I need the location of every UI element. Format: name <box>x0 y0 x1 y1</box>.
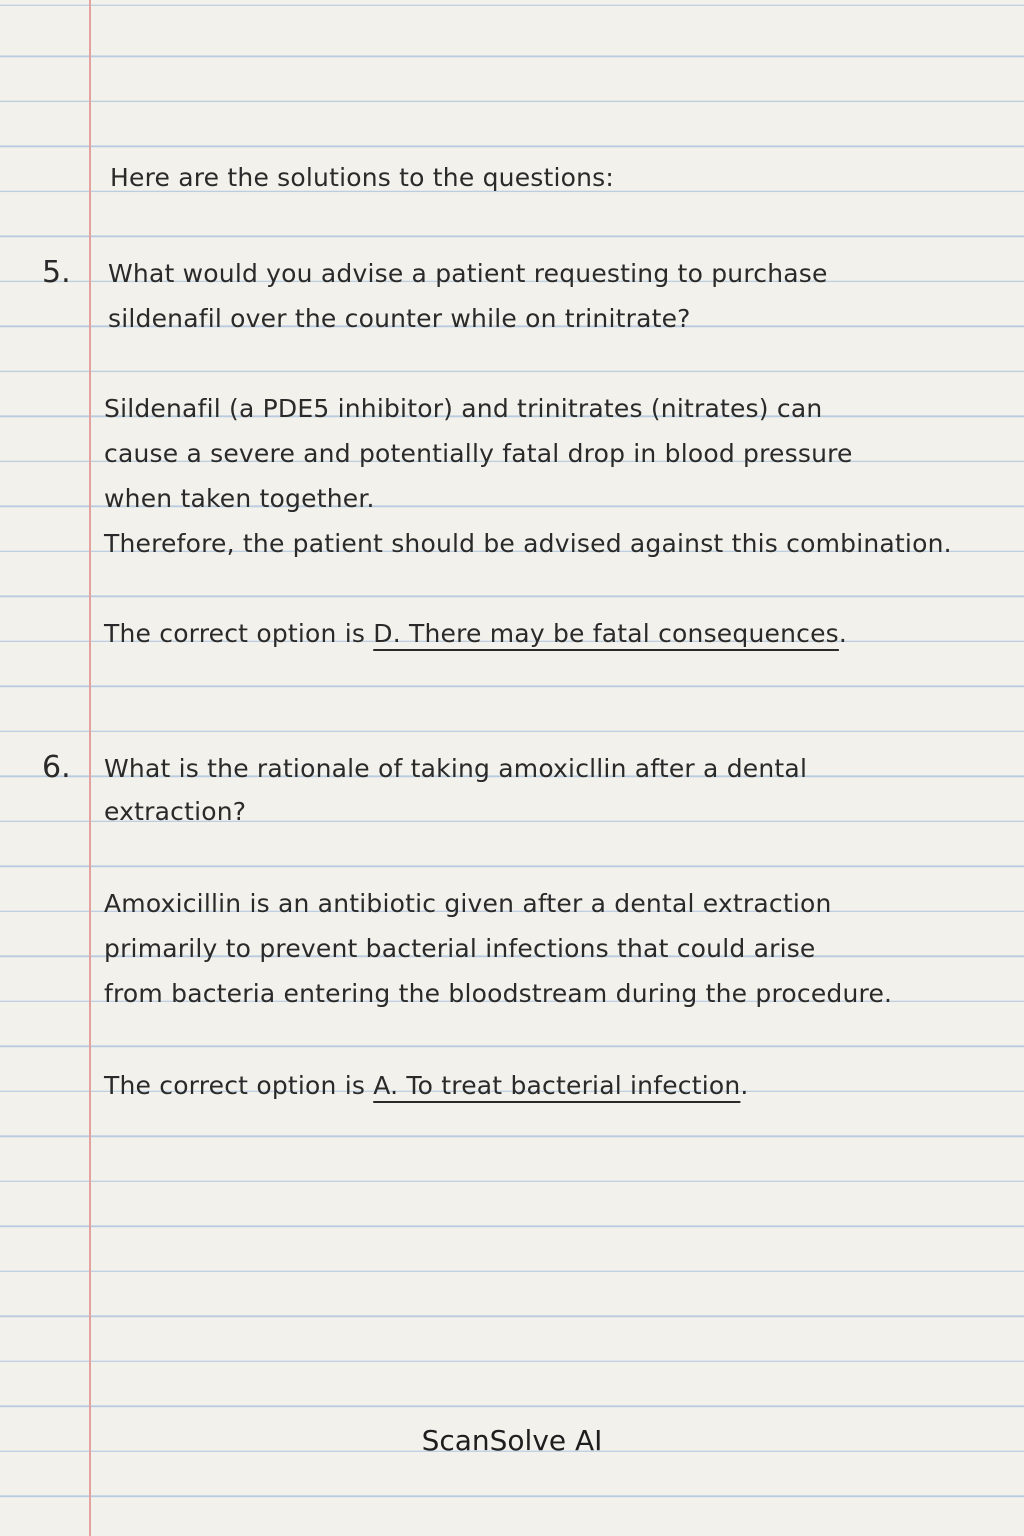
correct-option-6-answer: A. To treat bacterial infection <box>373 1071 741 1100</box>
question-6-number: 6. <box>42 750 71 785</box>
correct-option-6-period: . <box>740 1071 749 1100</box>
answer-5-line-4: Therefore, the patient should be advised against this combination. <box>104 529 952 558</box>
question-5-line-2: sildenafil over the counter while on trinitrate? <box>108 304 691 333</box>
answer-6-line-3: from bacteria entering the bloodstream during the procedure. <box>104 979 893 1008</box>
correct-option-6-prefix: The correct option is <box>104 1071 374 1100</box>
correct-option-6 <box>104 1070 749 1102</box>
correct-option-5-prefix: The correct option is <box>104 619 374 648</box>
question-6-line-1: What is the rationale of taking amoxicllin after a dental <box>104 754 808 783</box>
question-5-line-1: What would you advise a patient requesting to purchase <box>108 259 828 288</box>
intro-text: Here are the solutions to the questions: <box>110 163 615 192</box>
answer-5-line-1: Sildenafil (a PDE5 inhibitor) and trinitrates (nitrates) can <box>104 394 823 423</box>
margin-rule <box>89 0 91 1536</box>
answer-6-line-1: Amoxicillin is an antibiotic given after a dental extraction <box>104 889 832 918</box>
correct-option-5-period: . <box>838 619 848 648</box>
question-5-number: 5. <box>42 255 71 290</box>
correct-option-5 <box>104 618 847 650</box>
correct-option-5-answer: D. There may be fatal consequences <box>373 619 839 648</box>
answer-5-line-2: cause a severe and potentially fatal drop in blood pressure <box>104 439 853 468</box>
answer-6-line-2: primarily to prevent bacterial infections that could arise <box>104 934 816 963</box>
footer-signature: ScanSolve AI <box>421 1424 603 1457</box>
answer-5-line-3: when taken together. <box>104 484 375 513</box>
question-6-line-2: extraction? <box>104 797 247 826</box>
